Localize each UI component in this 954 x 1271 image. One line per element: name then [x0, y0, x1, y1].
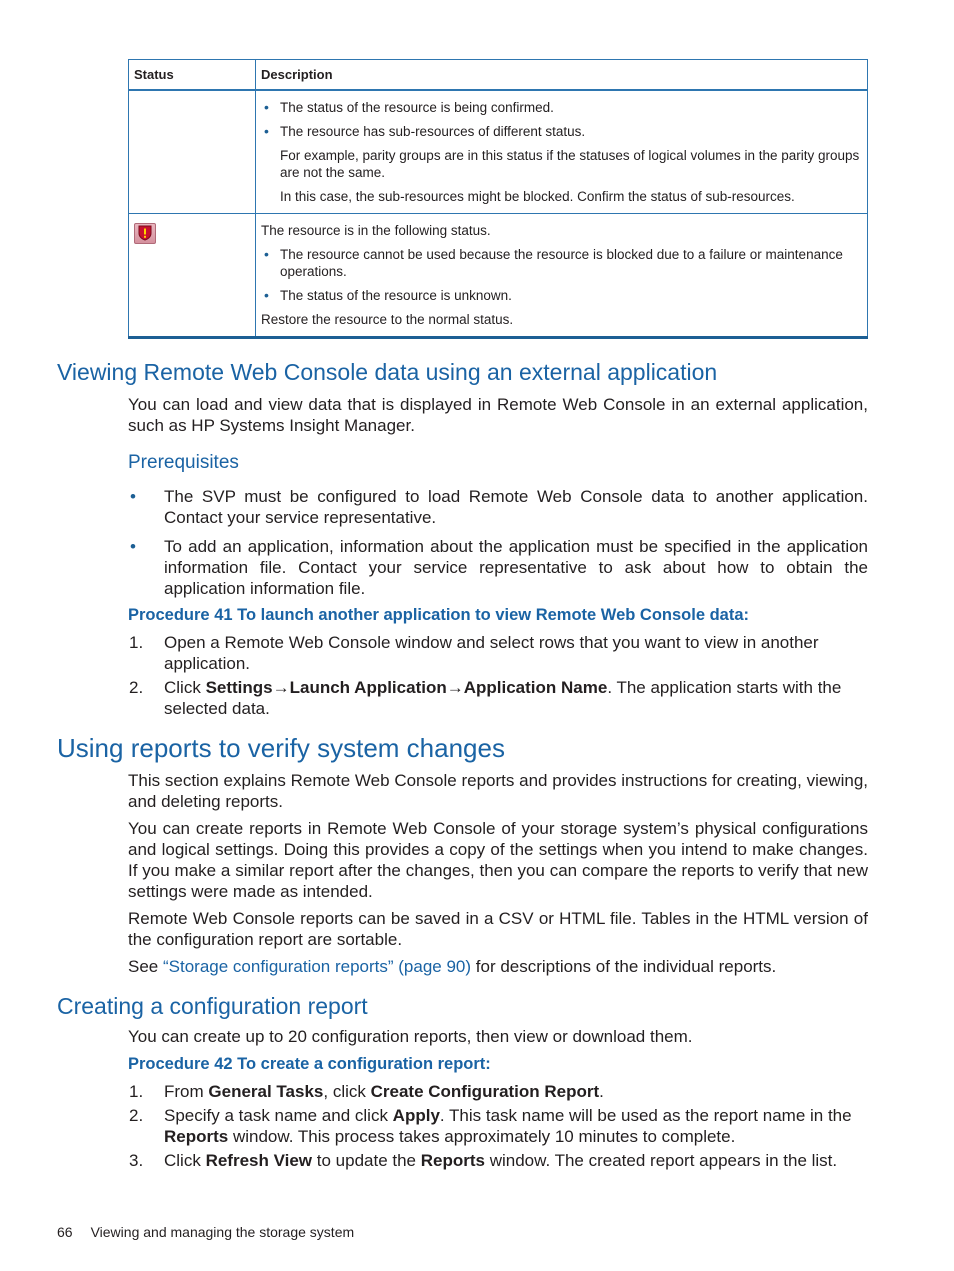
step-text: to update the: [312, 1151, 421, 1170]
paragraph: You can create up to 20 configuration reports, then view or download them.: [128, 1027, 693, 1046]
step-text: .: [599, 1082, 604, 1101]
description-outro: Restore the resource to the normal status.: [261, 312, 514, 327]
paragraph: Remote Web Console reports can be saved in a CSV or HTML file. Tables in the HTML version of the configuration report are sortable.: [128, 909, 868, 949]
procedure-title: Procedure 42 To create a configuration report:: [128, 1055, 491, 1073]
table-row: [129, 90, 868, 214]
step-number: 1.: [129, 1082, 144, 1101]
storage-configuration-reports-link[interactable]: “Storage configuration reports” (page 90): [162, 957, 472, 976]
menu-path-settings: Settings: [205, 678, 273, 697]
list-item: [128, 632, 868, 674]
ui-term: Apply: [392, 1106, 440, 1125]
step-text: . This task name will be used as the report name in the: [439, 1106, 852, 1125]
list-item: [128, 1150, 868, 1171]
arrow: →: [446, 678, 464, 697]
ui-term: Reports: [164, 1127, 229, 1146]
step-text: Specify a task name and click: [164, 1106, 393, 1125]
status-table: [128, 59, 868, 339]
step-text: window. The created report appears in the list.: [484, 1151, 838, 1170]
procedure-title: Procedure 41 To launch another application to view Remote Web Console data:: [128, 606, 749, 624]
description-cell: [256, 214, 868, 338]
ui-term: General Tasks: [208, 1082, 324, 1101]
list-item: [128, 1105, 868, 1147]
section-heading: Viewing Remote Web Console data using an external application: [57, 359, 718, 385]
list-item: • The status of the resource is unknown.: [261, 287, 862, 304]
prerequisites-heading: Prerequisites: [128, 452, 239, 473]
footer-text: Viewing and managing the storage system: [90, 1224, 355, 1240]
list-item: [128, 677, 868, 719]
description-cell: [256, 90, 868, 214]
step-number: 2.: [129, 678, 144, 697]
list-item: • To add an application, information about the application must be specified in the application information file. Contact your service representative to ask about how to obtain the application information file.: [128, 536, 868, 599]
paragraph-text: See: [128, 957, 163, 976]
description-intro: The resource is in the following status.: [261, 223, 491, 238]
step-number: 3.: [129, 1151, 144, 1170]
description-note: In this case, the sub-resources might be blocked. Confirm the status of sub-resources.: [280, 189, 795, 204]
paragraph: This section explains Remote Web Console reports and provides instructions for creating, viewing, and deleting reports.: [128, 771, 868, 811]
step-text: . The application starts with the selected data.: [164, 678, 842, 718]
list-item: • The resource cannot be used because the resource is blocked due to a failure or maintenance operations.: [261, 246, 862, 280]
description-bullets: [261, 99, 862, 140]
step-number: 1.: [129, 633, 144, 652]
column-header-description: Description: [256, 60, 868, 91]
table-header-row: [129, 60, 868, 91]
ui-term: Reports: [420, 1151, 485, 1170]
page-number: 66: [57, 1224, 73, 1240]
arrow: →: [272, 678, 290, 697]
ui-term: Refresh View: [205, 1151, 313, 1170]
paragraph: You can create reports in Remote Web Console of your storage system’s physical configurations and logical settings. Doing this provides a copy of the settings when you intend to make changes. If you make a similar report after the changes, then you can compare the reports to verify that new settings were made as intended.: [128, 819, 868, 901]
step-number: 2.: [129, 1106, 144, 1125]
step-text: Click: [164, 678, 206, 697]
menu-path-application-name: Application Name: [463, 678, 608, 697]
step-text: Click: [164, 1151, 206, 1170]
step-text: From: [164, 1082, 209, 1101]
procedure-steps: [128, 632, 868, 722]
step-text: Open a Remote Web Console window and select rows that you want to view in another application.: [164, 633, 819, 673]
ui-term: Create Configuration Report: [370, 1082, 600, 1101]
description-note: For example, parity groups are in this status if the statuses of logical volumes in the parity groups are not the same.: [280, 148, 860, 180]
description-bullets: [261, 246, 862, 304]
list-item: [128, 1081, 868, 1102]
status-cell: [129, 90, 256, 214]
list-item: • The status of the resource is being confirmed.: [261, 99, 862, 116]
page-footer: [57, 1223, 354, 1241]
step-text: window. This process takes approximately 10 minutes to complete.: [228, 1127, 736, 1146]
menu-path-launch-application: Launch Application: [289, 678, 447, 697]
section-heading: Using reports to verify system changes: [57, 733, 505, 763]
paragraph-text: for descriptions of the individual reports.: [471, 957, 777, 976]
procedure-steps: [128, 1081, 868, 1174]
paragraph: [128, 956, 868, 977]
list-item: • The resource has sub-resources of different status.: [261, 123, 862, 140]
step-text: , click: [323, 1082, 371, 1101]
subsection-heading: Creating a configuration report: [57, 993, 368, 1019]
status-cell: [129, 214, 256, 338]
error-icon: [134, 223, 156, 244]
column-header-status: Status: [129, 60, 256, 91]
prerequisites-list: [128, 486, 868, 599]
section-intro: You can load and view data that is displayed in Remote Web Console in an external application, such as HP Systems Insight Manager.: [128, 395, 868, 435]
list-item: • The SVP must be configured to load Remote Web Console data to another application. Contact your service representative.: [128, 486, 868, 528]
table-row: [129, 214, 868, 338]
